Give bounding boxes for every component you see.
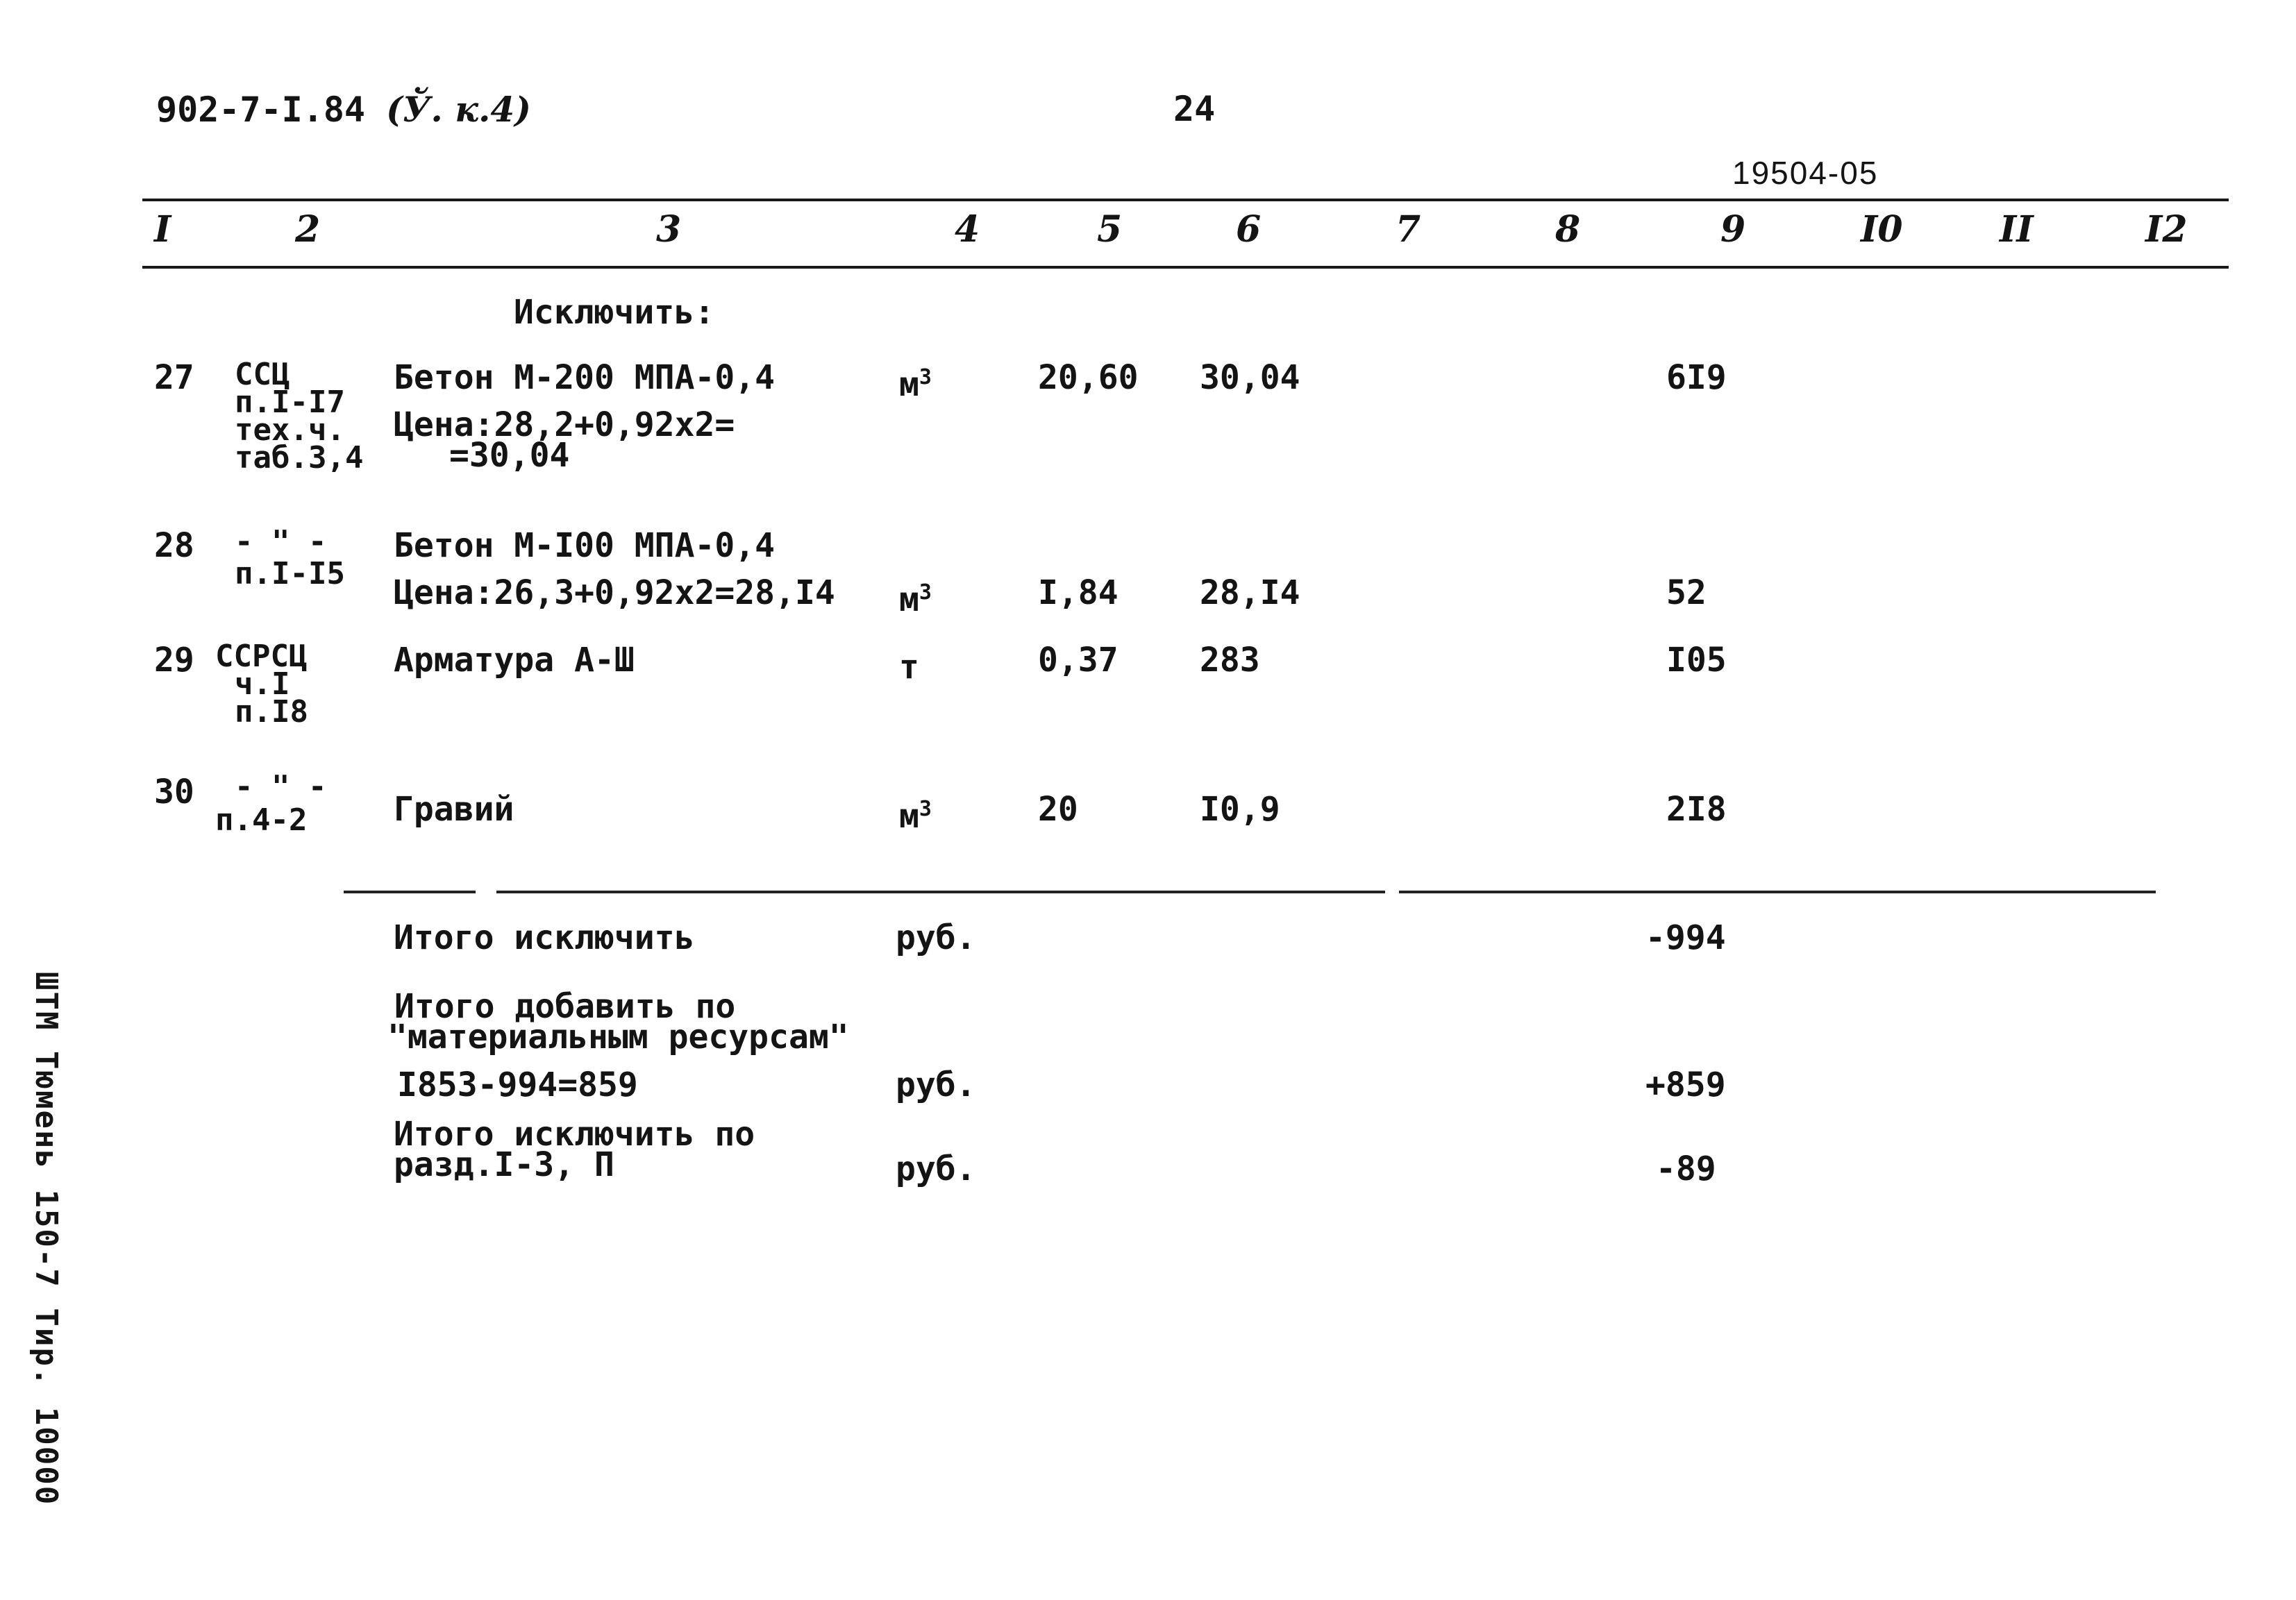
row-28-unit: $м^3$ xyxy=(899,580,932,619)
page-number: 24 xyxy=(1173,89,1216,129)
row-29-price: 283 xyxy=(1200,641,1260,680)
row-27-name-line-1: Бетон М-200 МПА-0,4 xyxy=(394,358,776,397)
row-30-num: 30 xyxy=(154,773,194,811)
row-29-ref-line-1: ССРСЦ xyxy=(215,639,308,674)
row-27-num: 27 xyxy=(154,358,194,397)
row-30-unit: $м^3$ xyxy=(899,797,932,836)
row-29-name: Арматура А-Ш xyxy=(394,641,635,680)
column-header-11: II xyxy=(2000,208,2034,251)
row-28-name-line-1: Бетон М-I00 МПА-0,4 xyxy=(394,526,776,565)
column-header-5: 5 xyxy=(1097,208,1123,251)
row-27-price: 30,04 xyxy=(1200,358,1300,397)
column-header-8: 8 xyxy=(1555,208,1581,251)
column-header-10: I0 xyxy=(1861,208,1903,251)
document-code-note: (Ў. к.4) xyxy=(386,89,531,130)
row-27-name-line-2: Цена:28,2+0,92х2= xyxy=(394,405,735,444)
row-30-name: Гравий xyxy=(394,790,514,829)
row-30-ref-line-1: - " - xyxy=(235,769,327,805)
section-title: Исключить: xyxy=(514,293,714,332)
summary-add-line-1: Итого добавить по xyxy=(394,987,736,1026)
row-27-qty: 20,60 xyxy=(1038,358,1139,397)
separator-line xyxy=(344,891,2156,893)
row-29-num: 29 xyxy=(154,641,194,680)
column-header-7: 7 xyxy=(1396,208,1421,251)
row-30-ref-line-2: п.4-2 xyxy=(215,802,308,838)
row-27-unit: $м^3$ xyxy=(899,365,932,404)
column-header-6: 6 xyxy=(1236,208,1262,251)
column-header-4: 4 xyxy=(955,208,980,251)
document-code-number: 902-7-I.84 xyxy=(156,90,366,130)
row-30-qty: 20 xyxy=(1038,790,1078,829)
printing-stamp: ШТМ Тюмень 150-7 Тир. 10000 xyxy=(28,972,64,1506)
summary-section-total: -89 xyxy=(1656,1150,1716,1188)
row-30-total: 2I8 xyxy=(1666,790,1727,829)
row-29-ref-line-3: п.I8 xyxy=(235,694,308,730)
column-header-9: 9 xyxy=(1720,208,1746,251)
summary-section-label xyxy=(394,1115,755,1184)
row-29-ref xyxy=(215,639,308,730)
summary-section-unit: руб. xyxy=(896,1150,976,1188)
row-30-price: I0,9 xyxy=(1200,790,1280,829)
summary-exclude-label: Итого исключить xyxy=(394,918,695,957)
summary-add-total: +859 xyxy=(1645,1066,1726,1104)
summary-exclude-unit: руб. xyxy=(896,918,976,957)
row-28-ref xyxy=(235,526,345,590)
summary-section-line-2: разд.I-3, П xyxy=(394,1145,614,1184)
row-28-num: 28 xyxy=(154,526,194,565)
row-27-ref xyxy=(235,357,364,475)
row-29-qty: 0,37 xyxy=(1038,641,1118,680)
column-header-12: I2 xyxy=(2145,208,2188,251)
header-top-rule xyxy=(142,199,2229,201)
summary-exclude-total: -994 xyxy=(1645,918,1726,957)
row-28-ref-line-2: п.I-I5 xyxy=(235,556,345,591)
row-28-ref-line-1: - " - xyxy=(235,524,327,559)
row-28-qty: I,84 xyxy=(1038,573,1118,612)
header-bottom-rule xyxy=(142,266,2229,269)
summary-add-formula: I853-994=859 xyxy=(397,1066,638,1104)
row-27-ref-line-3: тех.ч. xyxy=(235,412,345,448)
row-28-total: 52 xyxy=(1666,573,1707,612)
row-29-ref-line-2: ч.I xyxy=(235,666,290,702)
row-28-name-line-2: Цена:26,3+0,92х2=28,I4 xyxy=(394,573,835,612)
row-27-name xyxy=(394,358,776,475)
column-header-1: I xyxy=(154,208,171,251)
row-27-ref-line-1: ССЦ xyxy=(235,357,290,392)
handwritten-number: 19504-05 xyxy=(1732,155,1879,191)
row-28-price: 28,I4 xyxy=(1200,573,1300,612)
summary-add-line-2: "материальным ресурсам" xyxy=(387,1018,849,1056)
column-header-3: 3 xyxy=(656,208,682,251)
row-27-total: 6I9 xyxy=(1666,358,1727,397)
summary-section-line-1: Итого исключить по xyxy=(394,1115,755,1154)
summary-add-label xyxy=(387,987,849,1056)
row-27-ref-line-2: п.I-I7 xyxy=(235,385,345,420)
row-27-ref-line-4: таб.3,4 xyxy=(235,440,364,475)
document-code xyxy=(156,89,531,130)
row-30-ref xyxy=(215,770,326,837)
row-29-unit: т xyxy=(899,648,919,687)
row-29-total: I05 xyxy=(1666,641,1727,680)
column-header-2: 2 xyxy=(295,208,321,251)
summary-add-unit: руб. xyxy=(896,1066,976,1104)
row-28-name xyxy=(394,528,835,611)
row-27-name-line-3: =30,04 xyxy=(449,436,570,475)
